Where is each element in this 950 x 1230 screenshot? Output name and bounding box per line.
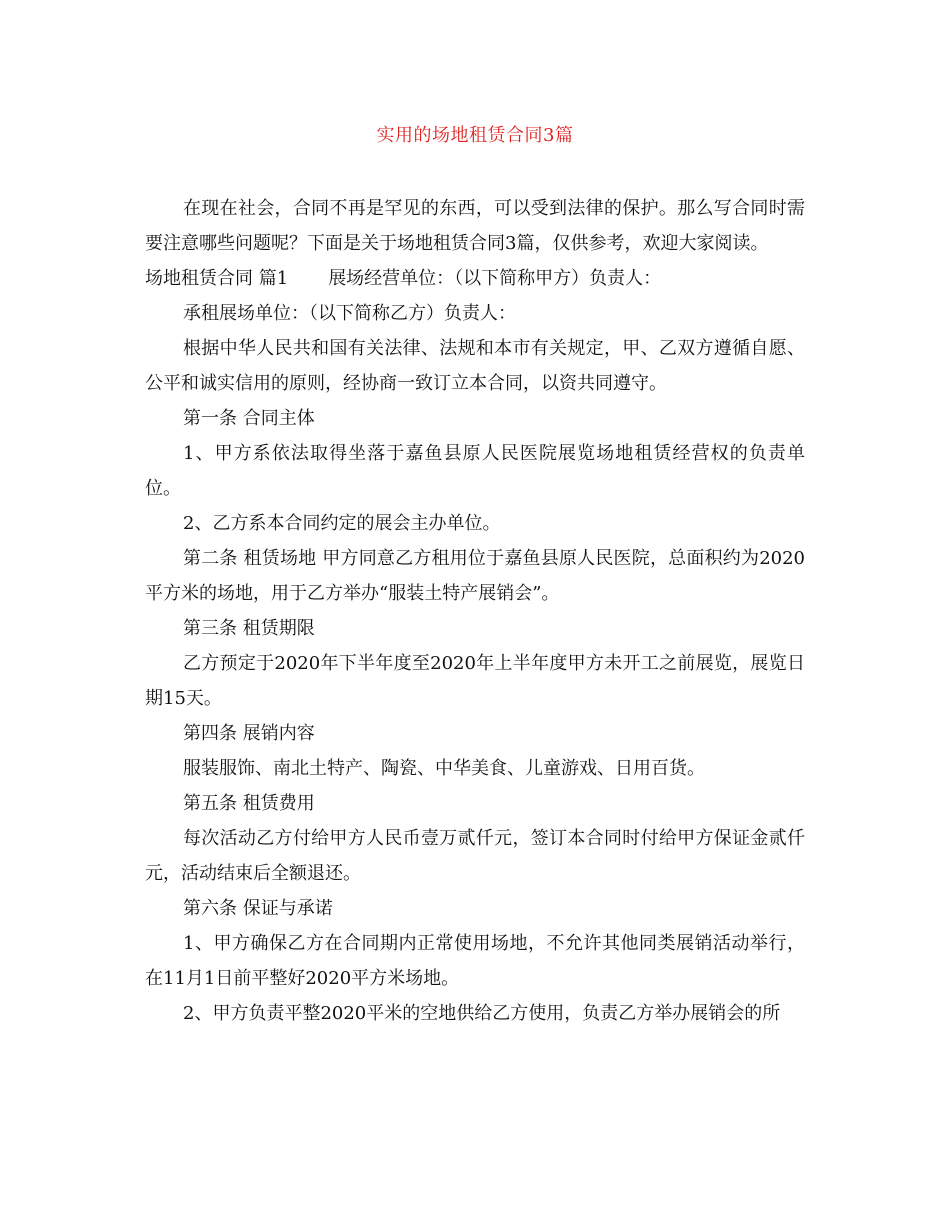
article-6-clause-1: 1、甲方确保乙方在合同期内正常使用场地，不允许其他同类展销活动举行，在11月1日前平整好2020平方米场地。 xyxy=(145,933,805,989)
article-5-heading: 第五条 租赁费用 xyxy=(183,793,315,814)
intro-paragraph: 在现在社会，合同不再是罕见的东西，可以受到法律的保护。那么写合同时需要注意哪些问题呢？下面是关于场地租赁合同3篇，仅供参考，欢迎大家阅读。 xyxy=(145,198,805,254)
document-body xyxy=(145,191,805,1031)
article-3-heading: 第三条 租赁期限 xyxy=(183,618,315,639)
article-6-clause-2: 2、甲方负责平整2020平米的空地供给乙方使用，负责乙方举办展销会的所 xyxy=(183,1003,781,1024)
article-4-heading: 第四条 展销内容 xyxy=(183,723,315,744)
article-2-paragraph: 第二条 租赁场地 甲方同意乙方租用位于嘉鱼县原人民医院，总面积约为2020平方米的场地，用于乙方举办“服装土特产展销会”。 xyxy=(145,548,805,604)
article-1-heading: 第一条 合同主体 xyxy=(183,408,315,429)
article-4-paragraph: 服装服饰、南北土特产、陶瓷、中华美食、儿童游戏、日用百货。 xyxy=(183,758,705,779)
party-a-line: 展场经营单位：（以下简称甲方）负责人： xyxy=(328,268,662,289)
article-3-paragraph: 乙方预定于2020年下半年度至2020年上半年度甲方未开工之前展览，展览日期15天。 xyxy=(145,653,805,709)
contract-heading-line xyxy=(145,261,805,296)
article-6-heading: 第六条 保证与承诺 xyxy=(183,898,333,919)
article-1-clause-1: 1、甲方系依法取得坐落于嘉鱼县原人民医院展览场地租赁经营权的负责单位。 xyxy=(145,443,805,499)
contract-heading: 场地租赁合同 篇1 xyxy=(145,268,289,289)
article-1-clause-2: 2、乙方系本合同约定的展会主办单位。 xyxy=(183,513,501,534)
document-title: 实用的场地租赁合同3篇 xyxy=(376,125,574,146)
preamble-paragraph: 根据中华人民共和国有关法律、法规和本市有关规定，甲、乙双方遵循自愿、公平和诚实信用的原则，经协商一致订立本合同，以资共同遵守。 xyxy=(145,338,805,394)
article-5-paragraph: 每次活动乙方付给甲方人民币壹万贰仟元，签订本合同时付给甲方保证金贰仟元，活动结束后全额退还。 xyxy=(145,828,805,884)
party-b-line: 承租展场单位：（以下简称乙方）负责人： xyxy=(183,303,516,324)
